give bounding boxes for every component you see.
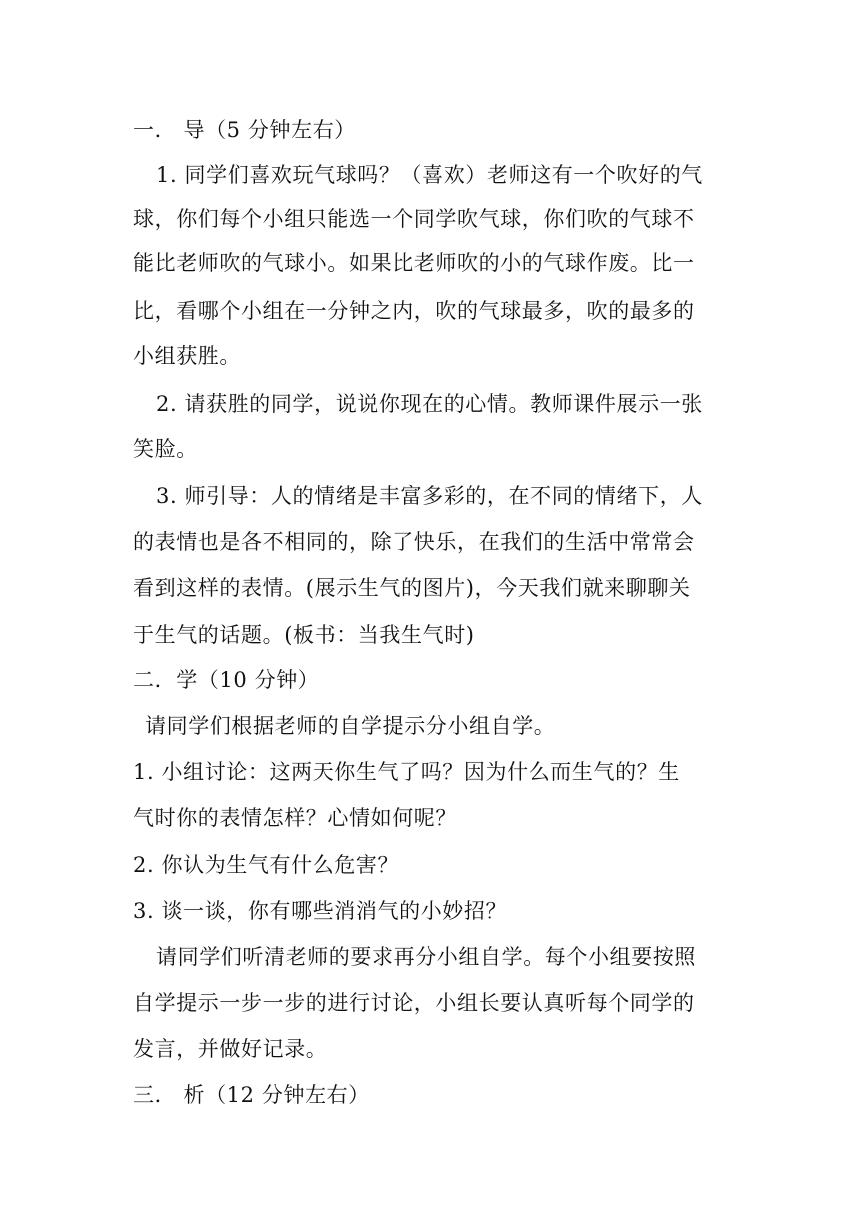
paragraph-line: 1. 小组讨论：这两天你生气了吗？因为什么而生气的？生	[133, 760, 680, 784]
paragraph-line: 请同学们根据老师的自学提示分小组自学。	[145, 714, 556, 738]
paragraph-line: 请同学们听清老师的要求再分小组自学。每个小组要按照	[156, 945, 696, 969]
section-heading-3: 三． 析（12 分钟左右）	[133, 1083, 370, 1107]
paragraph-line: 球，你们每个小组只能选一个同学吹气球，你们吹的气球不	[133, 207, 695, 231]
paragraph-line: 2. 请获胜的同学，说说你现在的心情。教师课件展示一张	[156, 392, 703, 416]
paragraph-line: 能比老师吹的气球小。如果比老师吹的小的气球作废。比一	[133, 251, 695, 275]
section-heading-2: 二．学（10 分钟）	[133, 668, 320, 692]
paragraph-line: 笑脸。	[133, 437, 198, 461]
paragraph-line: 2. 你认为生气有什么危害？	[133, 853, 400, 877]
paragraph-line: 小组获胜。	[133, 344, 241, 368]
paragraph-line: 比，看哪个小组在一分钟之内，吹的气球最多，吹的最多的	[133, 299, 695, 323]
paragraph-line: 发言，并做好记录。	[133, 1037, 328, 1061]
section-heading-1: 一． 导（5 分钟左右）	[133, 118, 356, 142]
paragraph-line: 1. 同学们喜欢玩气球吗？（喜欢）老师这有一个吹好的气	[156, 163, 703, 187]
paragraph-line: 3. 谈一谈，你有哪些消消气的小妙招？	[133, 899, 508, 923]
paragraph-line: 的表情也是各不相同的，除了快乐，在我们的生活中常常会	[133, 530, 695, 554]
paragraph-line: 气时你的表情怎样？心情如何呢？	[133, 806, 457, 830]
paragraph-line: 看到这样的表情。(展示生气的图片)，今天我们就来聊聊关	[133, 576, 691, 600]
paragraph-line: 3. 师引导：人的情绪是丰富多彩的，在不同的情绪下，人	[156, 484, 703, 508]
paragraph-line: 自学提示一步一步的进行讨论，小组长要认真听每个同学的	[133, 991, 695, 1015]
paragraph-line: 于生气的话题。(板书：当我生气时)	[133, 623, 475, 647]
